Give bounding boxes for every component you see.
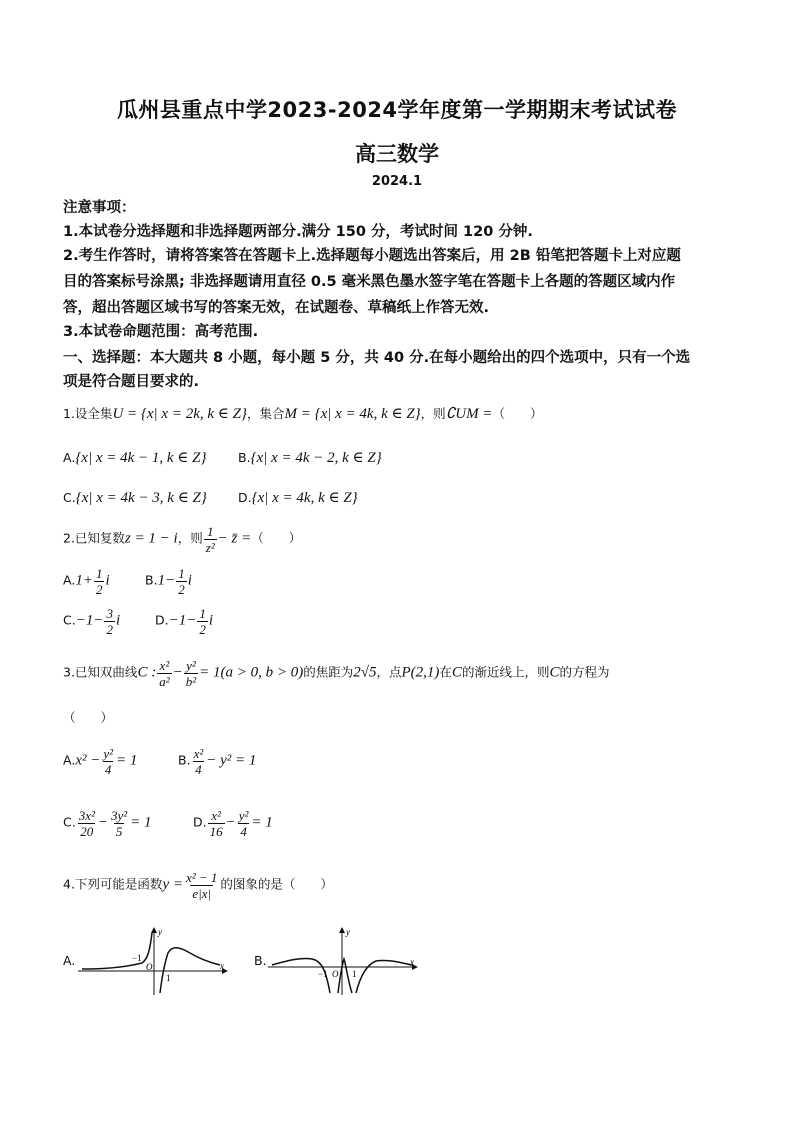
q3-focal: 2√5 — [353, 664, 377, 681]
q2-option-a-frac — [94, 566, 105, 597]
q3-frac-2-den: b² — [185, 674, 197, 689]
q3-cond: = 1(a > 0, b > 0) — [199, 664, 304, 681]
q3-option-d-label: D. — [193, 814, 207, 830]
q3-option-b-post: − y² = 1 — [206, 752, 257, 769]
q3-stem: 3.已知双曲线C : $\frac{\text{x²}}{\text{a²}}$ − $\frac{\text{y²}}{\text{b²}}$ = 1(a > 0, b > 0)的焦距为2√5，点P(2,1)在C的渐近线上，则C的方程为 — [63, 658, 610, 689]
tick-origin: O — [332, 969, 339, 979]
q4-option-b-label — [254, 953, 267, 969]
q1-stem — [63, 404, 542, 423]
q3-stem-mid3: 在 — [439, 664, 452, 680]
q2-option-b-post: i — [187, 572, 192, 589]
q2-expr-tail: − z̄ = — [217, 530, 252, 547]
curve-right — [356, 960, 412, 993]
q3-option-d-den-1: 16 — [209, 824, 223, 839]
q2-option-d-pre: −1− — [168, 612, 197, 629]
q4-option-a-label-text: A. — [63, 953, 76, 968]
q2-option-b-num: 1 — [178, 566, 185, 581]
tick-1: 1 — [352, 969, 357, 979]
exam-title: 瓜州县重点中学2023-2024学年度第一学期期末考试试卷 — [116, 98, 678, 122]
q2-paren: （ ） — [251, 530, 302, 546]
q3-stem-mid2: ，点 — [376, 664, 402, 680]
tick-1: 1 — [166, 973, 171, 983]
q1-set-m: M = {x| x = 4k, k ∈ Z} — [284, 406, 421, 422]
q2-z: z = 1 − i — [124, 530, 178, 547]
q3-option-c-num-1: 3x² — [78, 808, 95, 823]
q3-frac-1-num: x² — [159, 658, 170, 673]
curve-left — [82, 933, 152, 969]
q2-option-d-num: 1 — [199, 606, 206, 621]
q3-option-d-frac-2 — [237, 808, 251, 839]
q3-option-c-frac-1 — [77, 808, 97, 839]
axis-x-label: x — [410, 957, 414, 967]
note-2a: 2.考生作答时，请将答案答在答题卡上.选择题每小题选出答案后，用 2B 铅笔把答题卡上对应题 — [63, 248, 681, 264]
q1-option-a-text: {x| x = 4k − 1, k ∈ Z} — [75, 450, 207, 466]
q3-stem-post: 的方程为 — [559, 664, 610, 680]
q3-frac-1-den: a² — [159, 674, 170, 689]
axis-y-label: y — [158, 927, 162, 937]
q2-option-d — [155, 606, 213, 637]
q4-frac-num: x² − 1 — [185, 870, 218, 885]
q3-option-d: D. $\frac{\text{x²}}{16}$ − $\frac{\text{y²}}{4}$ = 1 — [193, 808, 273, 839]
q3-stem-mid4: 的渐近线上，则 — [461, 664, 550, 680]
tick-neg1: −1 — [132, 953, 142, 963]
q3-option-c-frac-2 — [109, 808, 129, 839]
q4-frac — [184, 870, 219, 901]
q3-option-c-num-2: 3y² — [111, 808, 128, 823]
q3-option-c-post: = 1 — [130, 814, 152, 831]
q2-option-c-den: 2 — [106, 622, 113, 637]
q3-option-a-pre: x² − — [75, 752, 101, 769]
section-1-line2: 项是符合题目要求的. — [63, 374, 200, 390]
q2-stem-mid: ，则 — [177, 530, 203, 546]
q2-option-a-pre: 1+ — [75, 572, 93, 589]
tick-origin: O — [146, 962, 153, 972]
q1-paren: （ ） — [492, 406, 543, 421]
q1-option-a — [63, 448, 207, 467]
note-3: 3.本试卷命题范围：高考范围. — [63, 324, 259, 340]
q3-frac-1 — [157, 658, 171, 689]
q2-option-d-label: D. — [155, 612, 169, 628]
q3-option-d-num-1: x² — [211, 808, 221, 823]
q1-option-b — [238, 448, 382, 467]
q2-frac-den: z² — [205, 540, 215, 555]
q2-option-c-pre: −1− — [75, 612, 104, 629]
q3-option-a-label: A. — [63, 752, 76, 768]
q3-point: P(2,1) — [401, 664, 440, 681]
q3-option-b — [178, 746, 256, 777]
q3-option-a-post: = 1 — [116, 752, 138, 769]
q3-option-a — [63, 746, 137, 777]
q2-stem-pre: 2.已知复数 — [63, 530, 125, 546]
q3-option-d-frac-1 — [208, 808, 225, 839]
q4-stem-pre: 4.下列可能是函数 — [63, 876, 163, 892]
q2-option-b — [145, 566, 192, 597]
q4-stem — [63, 870, 333, 901]
note-2b: 目的答案标号涂黑; 非选择题请用直径 0.5 毫米黑色墨水签字笔在答题卡上各题的答题区域内作 — [63, 274, 676, 290]
q3-c1: C — [451, 664, 462, 681]
q3-option-a-num: y² — [103, 746, 114, 761]
q1-stem-post: ，则 — [420, 406, 446, 421]
q3-option-b-label: B. — [178, 752, 191, 768]
notes-heading: 注意事项： — [63, 200, 136, 216]
q1-option-d-text: {x| x = 4k, k ∈ Z} — [251, 490, 358, 506]
q3-option-b-num: x² — [193, 746, 204, 761]
q1-option-d-label: D. — [238, 490, 252, 505]
q4-y: y = — [162, 876, 183, 893]
q3-option-a-den: 4 — [104, 762, 112, 777]
q2-option-a — [63, 566, 110, 597]
y-axis-arrow — [151, 927, 157, 933]
q2-option-a-den: 2 — [95, 582, 103, 597]
q3-option-c-den-2: 5 — [115, 824, 123, 839]
y-axis-arrow — [339, 927, 345, 933]
q3-option-c-den-1: 20 — [80, 824, 94, 839]
q1-stem-pre: 1.设全集 — [63, 406, 113, 421]
q2-option-d-frac — [197, 606, 208, 637]
q2-frac-num: 1 — [206, 524, 214, 539]
q3-option-b-den: 4 — [195, 762, 202, 777]
q2-option-c-label: C. — [63, 612, 76, 628]
q3-paren — [63, 708, 113, 726]
q4-option-b-label-text: B. — [254, 953, 267, 968]
q2-option-d-post: i — [208, 612, 214, 629]
q3-option-b-frac — [192, 746, 206, 777]
q3-option-c: C. $\frac{\text{3x²}}{20}$ − $\frac{\text{3y²}}{5}$ = 1 — [63, 808, 152, 839]
q2-option-a-label: A. — [63, 572, 76, 588]
q4-graph-a — [76, 925, 228, 997]
q2-option-a-post: i — [105, 572, 110, 589]
q2-option-b-den: 2 — [178, 582, 185, 597]
q3-option-d-den-2: 4 — [240, 824, 247, 839]
q4-frac-den: e|x| — [192, 886, 212, 901]
q1-complement: ∁UM = — [445, 406, 493, 422]
q1-set-u: U = {x| x = 2k, k ∈ Z} — [112, 406, 247, 422]
q3-option-c-label: C. — [63, 814, 76, 830]
q1-option-d — [238, 488, 358, 507]
q1-option-b-label: B. — [238, 450, 251, 465]
note-2c: 答，超出答题区域书写的答案无效，在试题卷、草稿纸上作答无效. — [63, 300, 490, 316]
q3-frac-2 — [184, 658, 198, 689]
q4-option-a-label — [63, 953, 75, 969]
q2-fraction — [204, 524, 217, 555]
q1-stem-mid: ，集合 — [246, 406, 285, 421]
q2-option-b-pre: 1− — [157, 572, 176, 589]
q2-option-c — [63, 606, 120, 637]
section-1-line1: 一、选择题：本大题共 8 小题，每小题 5 分，共 40 分.在每小题给出的四个选项中，只有一个选 — [63, 350, 691, 366]
curve-middle — [338, 959, 352, 993]
curve-right — [160, 948, 220, 993]
q3-c2: C — [549, 664, 560, 681]
q1-option-c — [63, 488, 207, 507]
q2-option-c-num: 3 — [106, 606, 113, 621]
tick-neg1: −1 — [318, 969, 328, 979]
q4-stem-post: 的图象的是（ ） — [220, 876, 333, 892]
q2-option-b-label: B. — [145, 572, 158, 588]
q1-option-c-text: {x| x = 4k − 3, k ∈ Z} — [75, 490, 207, 506]
q3-paren-text: （ ） — [63, 710, 114, 725]
q3-option-d-num-2: y² — [238, 808, 249, 823]
exam-date: 2024.1 — [371, 174, 423, 189]
q3-option-a-frac — [101, 746, 115, 777]
q3-frac-2-num: y² — [186, 658, 196, 673]
q2-stem — [63, 524, 301, 555]
q1-option-a-label: A. — [63, 450, 76, 465]
q3-stem-pre: 3.已知双曲线 — [63, 664, 138, 680]
q3-curve: C : — [137, 664, 157, 681]
q2-option-d-den: 2 — [199, 622, 206, 637]
q2-option-c-frac — [104, 606, 115, 637]
q1-option-c-label: C. — [63, 490, 76, 505]
note-1: 1.本试卷分选择题和非选择题两部分.满分 150 分，考试时间 120 分钟. — [63, 224, 533, 240]
q3-option-d-post: = 1 — [251, 814, 273, 831]
axis-y-label: y — [346, 927, 350, 937]
axis-x-label: x — [220, 961, 224, 971]
q2-option-b-frac — [176, 566, 187, 597]
q2-option-a-num: 1 — [95, 566, 103, 581]
q4-graph-b — [266, 925, 418, 997]
q1-option-b-text: {x| x = 4k − 2, k ∈ Z} — [250, 450, 382, 466]
q2-option-c-post: i — [115, 612, 121, 629]
q3-stem-mid: 的焦距为 — [303, 664, 354, 680]
subject-title: 高三数学 — [355, 142, 439, 166]
